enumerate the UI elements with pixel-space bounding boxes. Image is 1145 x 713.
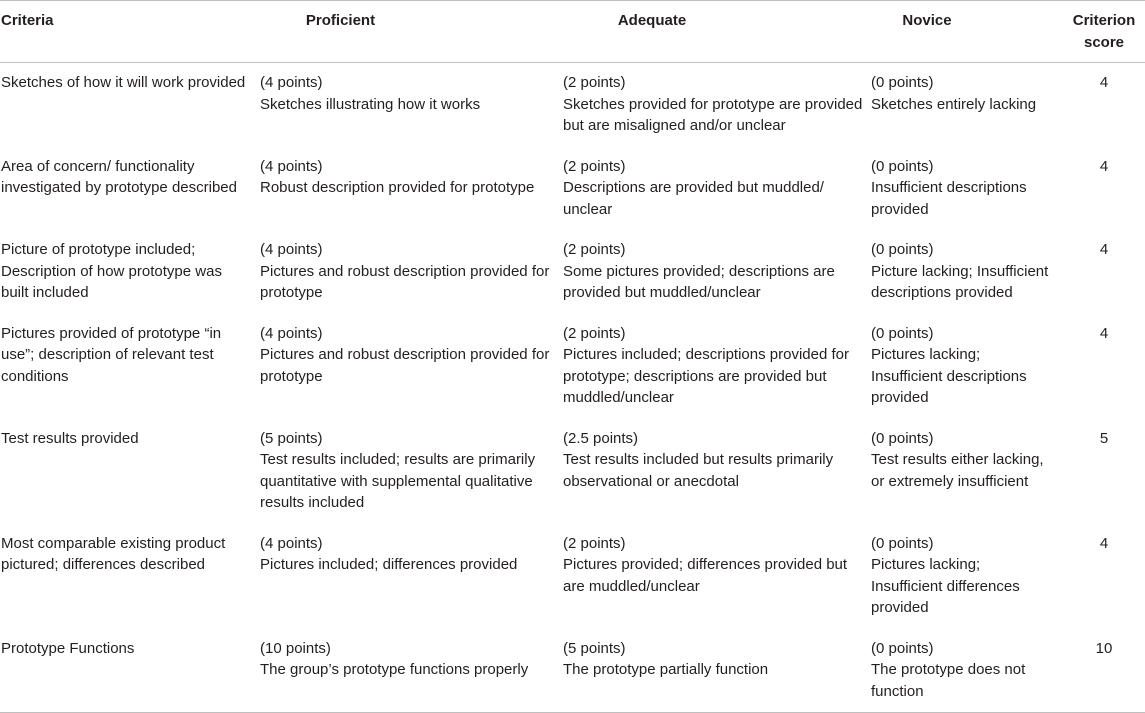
novice-description: Pictures lacking; Insufficient descriptions provided	[871, 346, 1027, 406]
adequate-points: (2.5 points)	[563, 429, 639, 447]
proficient-cell	[258, 629, 563, 713]
novice-description: Pictures lacking; Insufficient differences provided	[871, 556, 1020, 616]
proficient-description: Sketches illustrating how it works	[260, 95, 481, 113]
adequate-cell	[563, 147, 871, 231]
proficient-cell	[258, 63, 563, 147]
header-row	[0, 1, 1145, 63]
criteria-cell: Sketches of how it will work provided	[1, 74, 246, 91]
criterion-score-cell: 4	[1099, 324, 1109, 342]
proficient-cell	[258, 419, 563, 524]
novice-description: Test results either lacking, or extremely insufficient	[871, 451, 1044, 490]
criterion-score-cell: 10	[1095, 639, 1113, 657]
proficient-points: (4 points)	[260, 534, 323, 552]
novice-cell	[871, 419, 1063, 524]
criterion-score-cell: 4	[1099, 534, 1109, 552]
novice-cell	[871, 147, 1063, 231]
header-novice: Novice	[902, 12, 952, 29]
novice-description: Insufficient descriptions provided	[871, 179, 1027, 218]
adequate-description: Descriptions are provided but muddled/ unclear	[563, 179, 824, 218]
novice-cell	[871, 524, 1063, 629]
criteria-cell: Prototype Functions	[1, 639, 135, 657]
header-criteria: Criteria	[1, 12, 54, 29]
proficient-points: (4 points)	[260, 241, 323, 258]
novice-cell	[871, 314, 1063, 419]
proficient-description: Pictures and robust description provided for prototype	[260, 262, 550, 301]
criteria-cell: Picture of prototype included; Description of how prototype was built included	[1, 241, 222, 301]
adequate-cell	[563, 63, 871, 147]
proficient-points: (4 points)	[260, 74, 323, 91]
criteria-cell: Area of concern/ functionality investigated by prototype described	[1, 157, 237, 196]
proficient-cell	[258, 314, 563, 419]
header-score-line2: score	[1083, 33, 1125, 51]
criterion-score-cell: 5	[1099, 429, 1109, 447]
criteria-cell: Most comparable existing product pictured; differences described	[1, 534, 226, 573]
novice-points: (0 points)	[871, 157, 934, 175]
novice-cell	[871, 63, 1063, 147]
adequate-description: Some pictures provided; descriptions are provided but muddled/unclear	[563, 262, 835, 301]
proficient-points: (10 points)	[260, 639, 331, 657]
criterion-score-cell: 4	[1099, 74, 1109, 91]
adequate-description: Pictures provided; differences provided but are muddled/unclear	[563, 556, 848, 595]
table-row	[0, 63, 1145, 147]
table-row	[0, 629, 1145, 713]
criterion-score-cell: 4	[1099, 241, 1109, 258]
table-row	[0, 147, 1145, 231]
table-header	[0, 1, 1145, 63]
adequate-cell	[563, 230, 871, 314]
novice-description: The prototype does not function	[871, 661, 1026, 700]
proficient-points: (4 points)	[260, 157, 323, 175]
novice-points: (0 points)	[871, 639, 934, 657]
proficient-description: Test results included; results are primarily quantitative with supplemental qualitative results included	[260, 451, 536, 511]
proficient-points: (5 points)	[260, 429, 323, 447]
header-score-line1: Criterion	[1072, 12, 1136, 29]
proficient-cell	[258, 147, 563, 231]
adequate-cell	[563, 629, 871, 713]
adequate-description: Test results included but results primarily observational or anecdotal	[563, 451, 834, 490]
novice-points: (0 points)	[871, 241, 934, 258]
novice-cell	[871, 230, 1063, 314]
novice-description: Sketches entirely lacking	[871, 95, 1037, 113]
adequate-points: (2 points)	[563, 157, 626, 175]
header-proficient: Proficient	[305, 12, 376, 29]
proficient-description: Pictures included; differences provided	[260, 556, 518, 573]
adequate-description: Sketches provided for prototype are provided but are misaligned and/or unclear	[563, 95, 863, 134]
criterion-score-cell: 4	[1099, 157, 1109, 175]
header-criterion-score	[1063, 1, 1145, 63]
table-row	[0, 314, 1145, 419]
table-row	[0, 230, 1145, 314]
table-body	[0, 63, 1145, 713]
table-row	[0, 524, 1145, 629]
adequate-points: (2 points)	[563, 74, 626, 91]
proficient-description: Robust description provided for prototype	[260, 179, 535, 196]
novice-points: (0 points)	[871, 74, 934, 91]
adequate-description: Pictures included; descriptions provided for prototype; descriptions are provided but muddled/unclear	[563, 346, 849, 406]
novice-description: Picture lacking; Insufficient descriptions provided	[871, 262, 1049, 301]
proficient-description: Pictures and robust description provided for prototype	[260, 346, 550, 385]
adequate-points: (2 points)	[563, 241, 626, 258]
novice-points: (0 points)	[871, 534, 934, 552]
novice-cell	[871, 629, 1063, 713]
proficient-points: (4 points)	[260, 324, 323, 342]
adequate-points: (5 points)	[563, 639, 626, 657]
header-adequate: Adequate	[617, 12, 687, 29]
proficient-description: The group’s prototype functions properly	[260, 661, 529, 678]
adequate-points: (2 points)	[563, 534, 626, 552]
adequate-description: The prototype partially function	[563, 661, 769, 678]
criteria-cell: Pictures provided of prototype “in use”; description of relevant test conditions	[1, 324, 222, 385]
proficient-cell	[258, 230, 563, 314]
adequate-cell	[563, 314, 871, 419]
novice-points: (0 points)	[871, 429, 934, 447]
criteria-cell: Test results provided	[1, 429, 139, 447]
adequate-cell	[563, 524, 871, 629]
adequate-points: (2 points)	[563, 324, 626, 342]
proficient-cell	[258, 524, 563, 629]
novice-points: (0 points)	[871, 324, 934, 342]
table-row	[0, 419, 1145, 524]
adequate-cell	[563, 419, 871, 524]
